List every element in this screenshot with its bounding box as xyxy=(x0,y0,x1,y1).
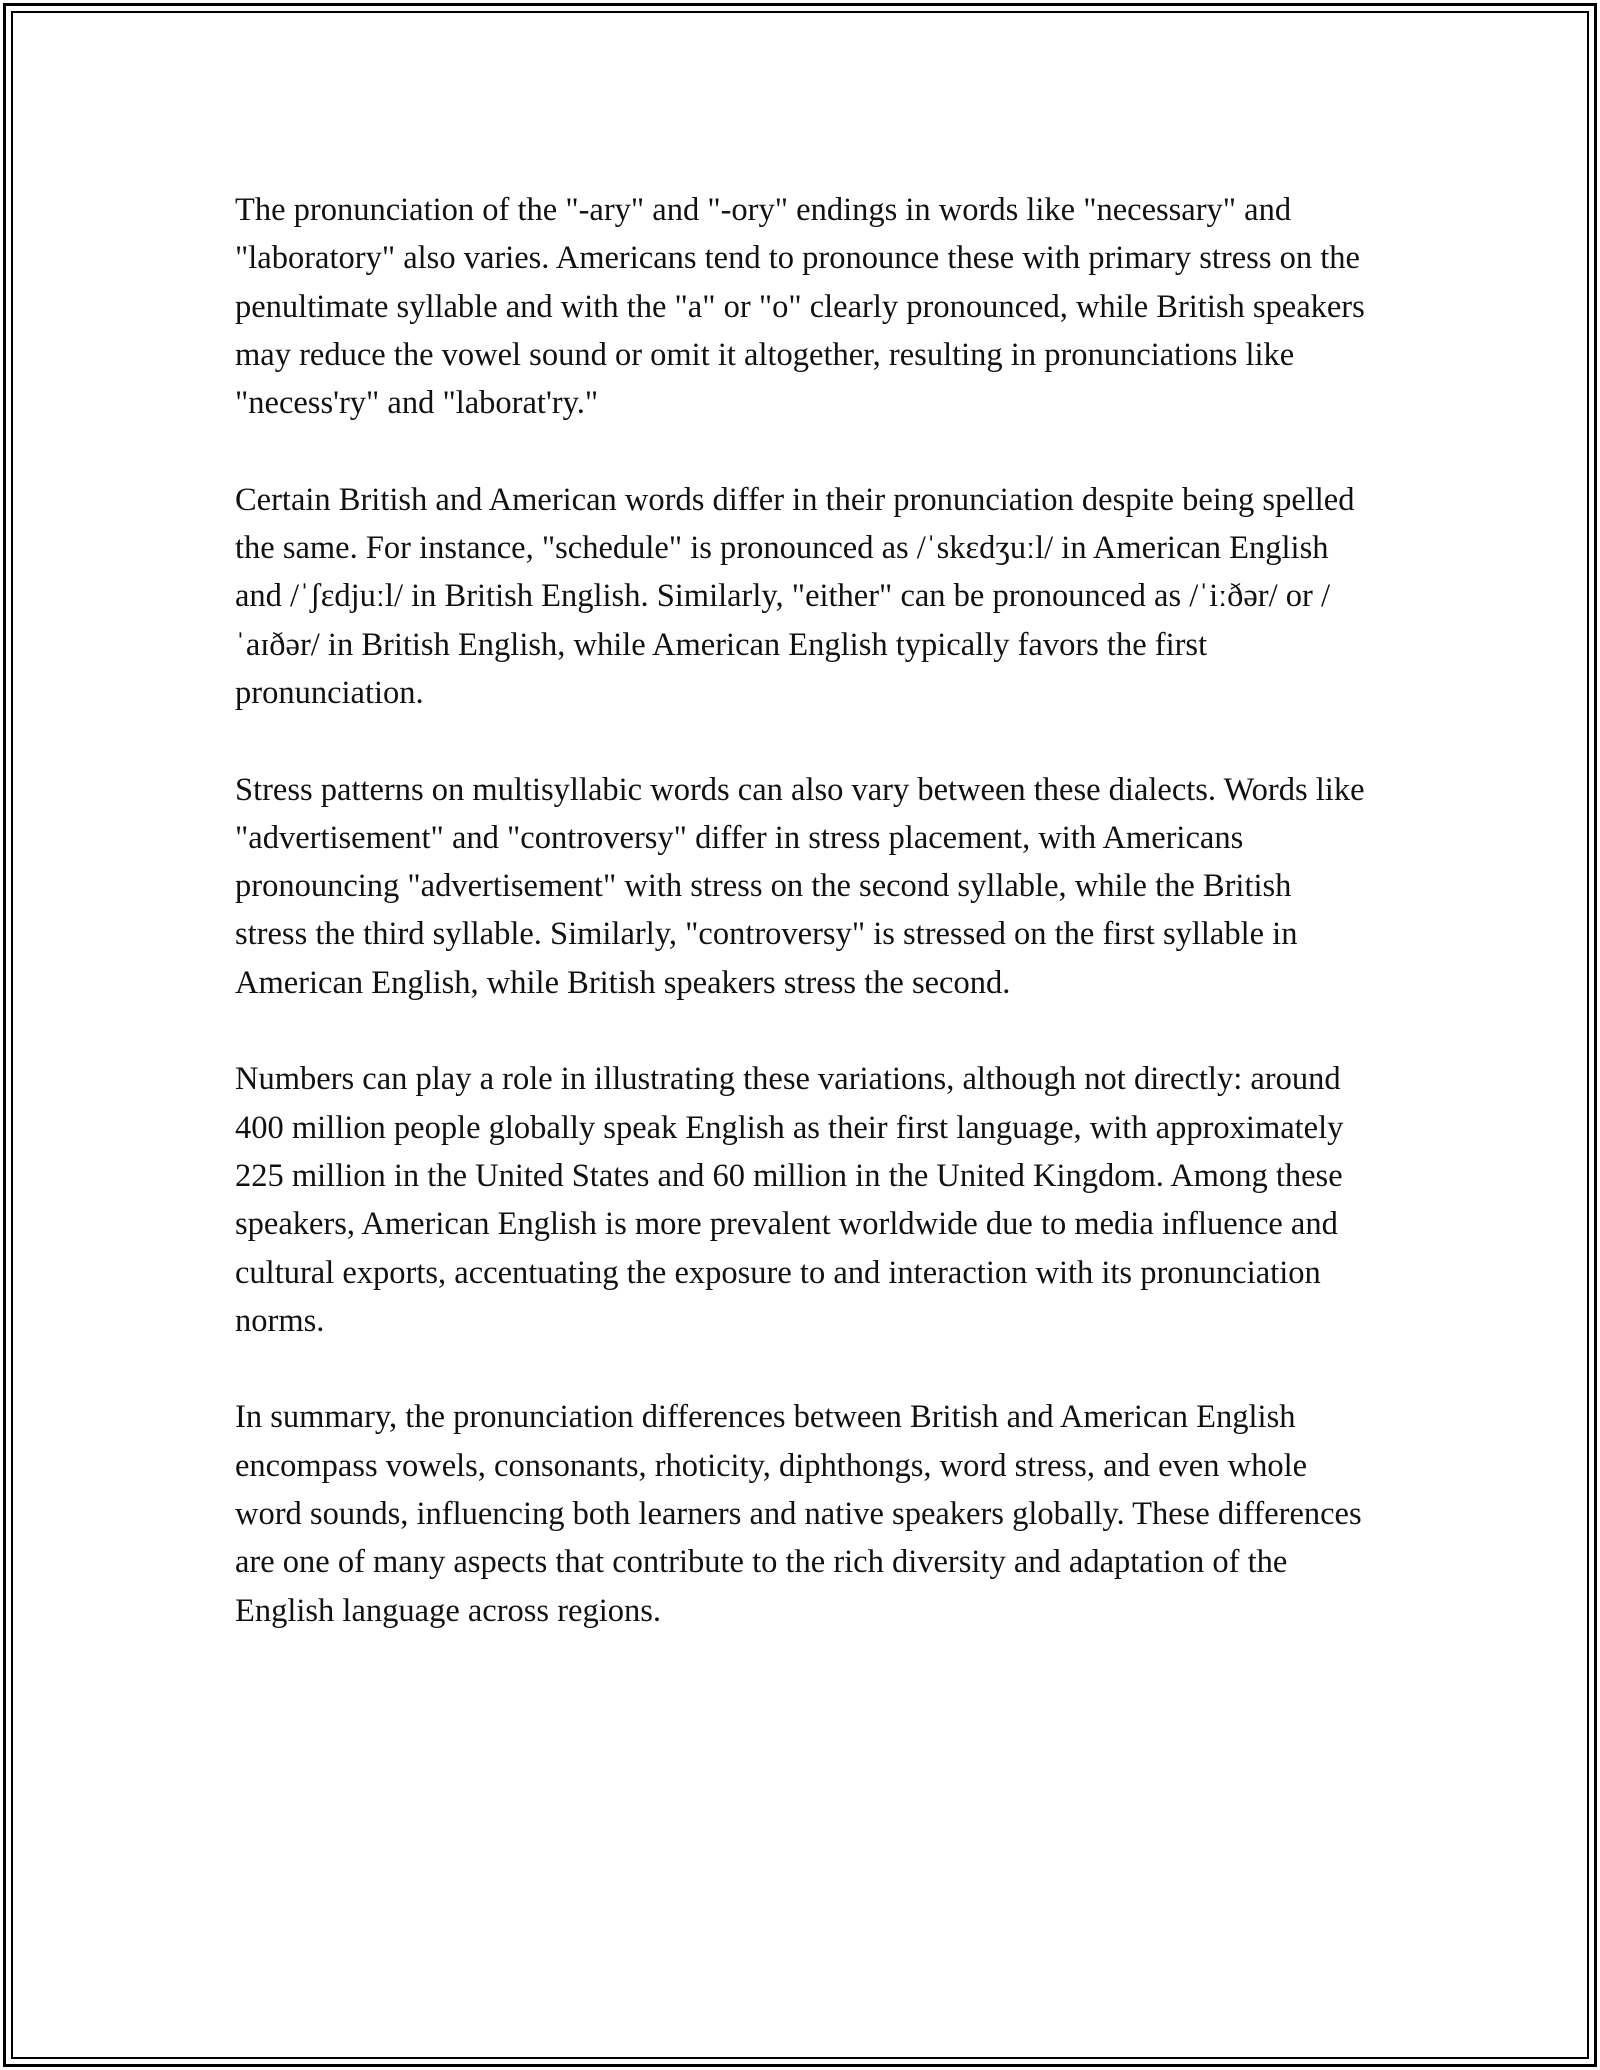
paragraph-stress-patterns: Stress patterns on multisyllabic words can also vary between these dialects. Words like "advertisement" and "controversy" differ in stress placement, with Americans pronouncing "advertisement" with stress on the second syllable, while the British stress the third syllable. Similarly, "controversy" is stressed on the first syllable in American English, while British speakers stress the second. xyxy=(235,771,1365,1001)
paragraph-speaker-numbers: Numbers can play a role in illustrating these variations, although not directly: around 400 million people globally speak English as their first language, with approximately 225 million in the United States and 60 million in the United Kingdom. Among these speakers, American English is more prevalent worldwide due to media influence and cultural exports, accentuating the exposure to and interaction with its pronunciation norms. xyxy=(235,1061,1344,1339)
document-body xyxy=(235,186,1370,1683)
paragraph-same-spelling-words: Certain British and American words differ in their pronunciation despite being spelled the same. For instance, "schedule" is pronounced as /ˈskɛdʒuːl/ in American English and /ˈʃɛdjuːl/ in British English. Similarly, "either" can be pronounced as /ˈiːðər/ or /ˈaɪðər/ in British English, while American English typically favors the first pronunciation. xyxy=(235,481,1355,711)
paragraph-summary: In summary, the pronunciation differences between British and American English encompass vowels, consonants, rhoticity, diphthongs, word stress, and even whole word sounds, influencing both learners and native speakers globally. These differences are one of many aspects that contribute to the rich diversity and adaptation of the English language across regions. xyxy=(235,1399,1362,1629)
paragraph-ary-ory-endings: The pronunciation of the "-ary" and "-ory" endings in words like "necessary" and "laboratory" also varies. Americans tend to pronounce these with primary stress on the penultimate syllable and with the "a" or "o" clearly pronounced, while British speakers may reduce the vowel sound or omit it altogether, resulting in pronunciations like "necess'ry" and "laborat'ry." xyxy=(235,192,1365,422)
